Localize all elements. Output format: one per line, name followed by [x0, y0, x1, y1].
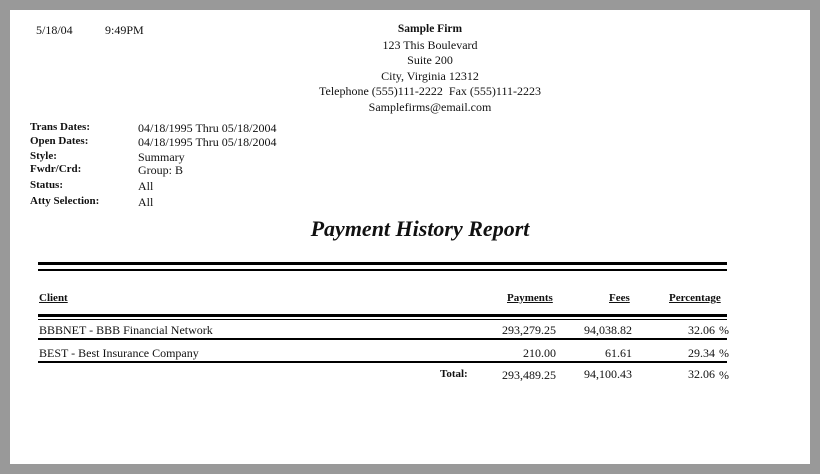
row-percentage: 29.34 [688, 346, 715, 360]
firm-name: Sample Firm [397, 23, 463, 35]
row-payments: 293,279.25 [502, 323, 556, 337]
report-page [10, 10, 810, 464]
total-percent-sign: % [719, 368, 729, 382]
criteria-value-open-dates: 04/18/1995 Thru 05/18/2004 [138, 135, 277, 149]
column-header-percentage: Percentage [669, 292, 721, 304]
print-time: 9:49PM [105, 23, 144, 37]
column-header-fees: Fees [609, 292, 630, 304]
row-fees: 94,038.82 [584, 323, 632, 337]
header-rule-thin [38, 319, 727, 320]
firm-address-line2: Suite 200 [407, 53, 453, 68]
total-percentage: 32.06 [688, 367, 715, 381]
row-payments: 210.00 [523, 346, 556, 360]
title-rule-thin [38, 269, 727, 271]
row-percentage: 32.06 [688, 323, 715, 337]
row-divider [38, 338, 727, 340]
row-percent-sign: % [719, 323, 729, 337]
criteria-value-status: All [138, 179, 154, 193]
criteria-value-style: Summary [138, 150, 185, 164]
title-rule-thick [38, 262, 727, 265]
row-divider [38, 361, 727, 363]
column-header-payments: Payments [507, 292, 553, 304]
firm-city-state-zip: City, Virginia 12312 [381, 68, 479, 83]
criteria-value-fwdr-crd: Group: B [138, 163, 183, 177]
row-client: BEST - Best Insurance Company [39, 346, 199, 360]
criteria-label-fwdr-crd: Fwdr/Crd: [30, 163, 82, 175]
header-rule-thick [38, 314, 727, 317]
firm-phone-fax: Telephone (555)111-2222 Fax (555)111-2223 [319, 84, 541, 99]
row-client: BBBNET - BBB Financial Network [39, 323, 213, 337]
criteria-value-atty-selection: All [138, 195, 154, 209]
print-date: 5/18/04 [36, 23, 73, 37]
total-label: Total: [440, 368, 468, 380]
criteria-label-trans-dates: Trans Dates: [30, 121, 90, 133]
firm-address-line1: 123 This Boulevard [382, 37, 478, 52]
total-payments: 293,489.25 [502, 368, 556, 382]
column-header-client: Client [39, 292, 68, 304]
firm-email: Samplefirms@email.com [368, 99, 492, 114]
total-fees: 94,100.43 [584, 367, 632, 381]
criteria-label-status: Status: [30, 179, 64, 191]
row-fees: 61.61 [605, 346, 632, 360]
criteria-label-atty-selection: Atty Selection: [30, 195, 100, 207]
criteria-label-open-dates: Open Dates: [30, 135, 89, 147]
report-title: Payment History Report [310, 216, 530, 241]
row-percent-sign: % [719, 346, 729, 360]
criteria-label-style: Style: [30, 150, 57, 162]
criteria-value-trans-dates: 04/18/1995 Thru 05/18/2004 [138, 121, 277, 135]
firm-header [320, 22, 540, 116]
